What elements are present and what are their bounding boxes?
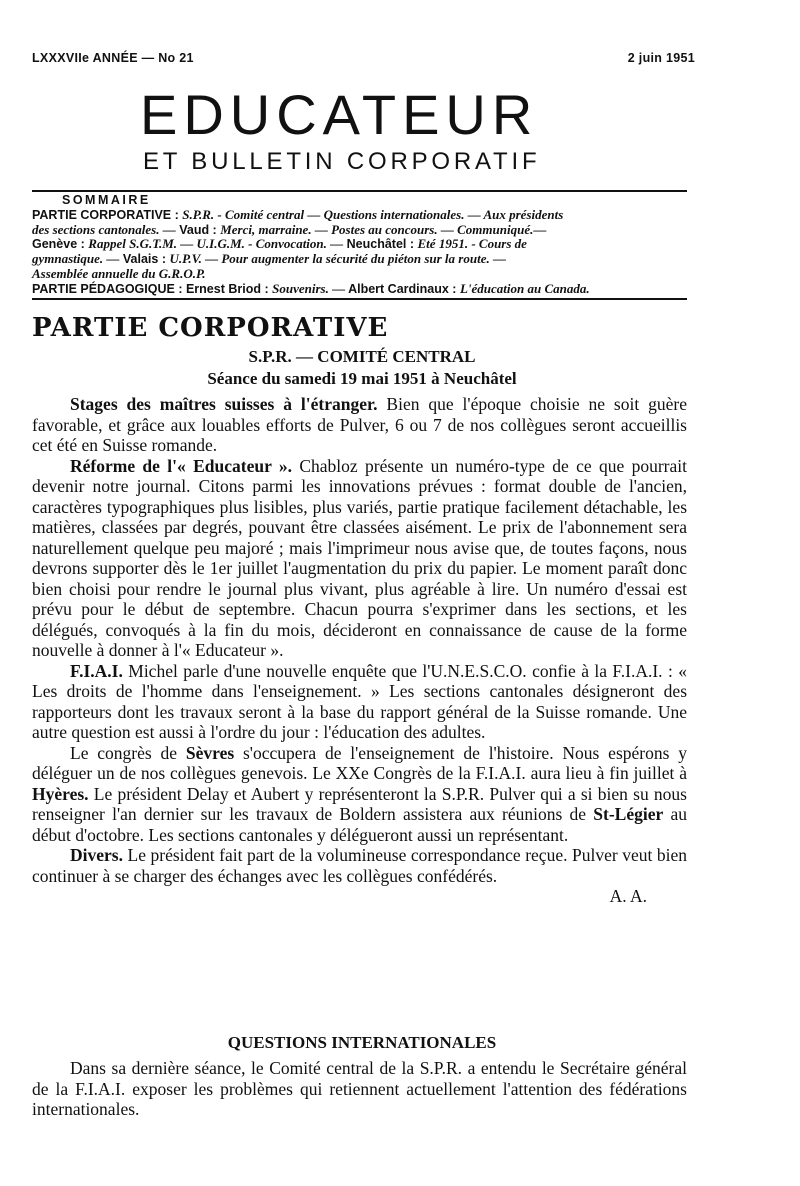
toc-text: Rappel S.G.T.M. — U.I.G.M. - Convocation. — <box>88 236 344 252</box>
paragraph: Dans sa dernière séance, le Comité central de la S.P.R. a entendu le Secrétaire général de la F.I.A.I. exposer les problèmes qui retiennent actuellement l'attention des fédérations internationales. <box>32 1058 687 1119</box>
toc-text: des sections cantonales. — <box>32 221 176 237</box>
paragraph-lead: F.I.A.I. <box>70 660 123 681</box>
toc-author: Albert Cardinaux : <box>348 281 457 296</box>
article-subheading: Séance du samedi 19 mai 1951 à Neuchâtel <box>207 369 517 388</box>
issue-date: 2 juin 1951 <box>627 51 695 65</box>
toc-label: Genève : <box>32 237 85 252</box>
toc-line <box>32 223 692 238</box>
paragraph-lead: Stages des maîtres suisses à l'étranger. <box>70 394 378 414</box>
journal-subtitle: ET BULLETIN CORPORATIF <box>143 148 541 175</box>
toc-line <box>32 208 692 223</box>
paragraph-text: au début d'octobre. Les sections cantonales y délégueront aussi un représentant. <box>32 804 687 845</box>
toc-text: gymnastique. — <box>32 251 120 267</box>
toc-label: Vaud : <box>179 222 217 237</box>
toc-label: PARTIE CORPORATIVE : <box>32 207 179 222</box>
table-of-contents <box>32 193 692 297</box>
paragraph <box>32 394 687 456</box>
toc-label: Valais : <box>122 252 166 267</box>
toc-text: Souvenirs. — <box>272 280 346 296</box>
toc-line <box>32 282 692 297</box>
paragraph <box>32 661 687 743</box>
divider-top <box>32 190 687 192</box>
paragraph-text: Le congrès de <box>70 742 186 763</box>
toc-label: Neuchâtel : <box>346 237 415 252</box>
toc-text: S.P.R. - Comité central — Questions internationales. — Aux présidents <box>182 206 564 222</box>
paragraph-text: Michel parle d'une nouvelle enquête que l'U.N.E.S.C.O. confie à la F.I.A.I. : « Les droits de l'homme dans l'enseignement. » Les sections cantonales désigneront des rapporteurs dont les travaux seront à la base du rapport général de la Suisse romande. Une autre question est aussi à l'ordre du jour : l'éducation des adultes. <box>32 660 687 742</box>
place-name: St-Légier <box>593 804 664 824</box>
article-body <box>32 394 687 907</box>
section-title: PARTIE CORPORATIVE <box>32 313 389 343</box>
article-heading: QUESTIONS INTERNATIONALES <box>227 1033 497 1052</box>
paragraph-text: s'occupera de l'enseignement de l'histoire. Nous espérons y déléguer un de nos collègues genevois. Le XXe Congrès de la F.I.A.I. aura lieu à fin juillet à <box>32 742 687 783</box>
signature: A. A. <box>609 886 647 906</box>
paragraph-text: Chabloz présente un numéro-type de ce que pourrait devenir notre journal. Citons parmi les innovations prévues : format double de l'ancien, caractères typographiques plus lisibles, plus variés, partie pratique facilement détachable, les matières, classées par degrés, pouvant être classées aisément. Le prix de l'abonnement sera naturellement quelque peu majoré ; mais l'imprimeur nous avise que, de toutes façons, nous devrons supporter dès le 1er juillet l'augmentation du prix du papier. Le moment paraît donc bien choisi pour rendre le journal plus vivant, plus agréable à lire. Un numéro d'essai est prévu pour le début de septembre. Chacun pourra s'exprimer dans les sections, et les délégués, convoqués à la fin du mois, décideront en connaissance de cause de la forme nouvelle à donner à l'« Educateur ». <box>32 455 687 660</box>
volume-number: LXXXVIIe ANNÉE — No 21 <box>32 51 194 65</box>
paragraph-lead: Réforme de l'« Educateur ». <box>70 455 292 476</box>
paragraph-text: Le président Delay et Aubert y représenteront la S.P.R. Pulver qui a si bien su nous renseigner l'an dernier sur les travaux de Boldern assistera aux réunions de <box>32 783 687 824</box>
toc-text: Eté 1951. - Cours de <box>417 236 527 252</box>
toc-author: Ernest Briod : <box>185 281 269 296</box>
paragraph-lead: Divers. <box>70 845 123 865</box>
toc-line <box>32 267 692 282</box>
journal-title: EDUCATEUR <box>140 83 539 146</box>
paragraph-text: Bien que l'époque choisie ne soit guère favorable, et grâce aux louables efforts de Pulver, 6 ou 7 de nos collègues seront accueillis cet été en Suisse romande. <box>32 394 687 455</box>
place-name: Sèvres <box>185 742 235 763</box>
toc-line <box>32 252 692 267</box>
toc-text: Assemblée annuelle du G.R.O.P. <box>32 265 206 281</box>
toc-line <box>32 237 692 252</box>
article-body <box>32 1058 687 1120</box>
paragraph <box>32 456 687 661</box>
toc-heading: SOMMAIRE <box>62 193 151 207</box>
toc-label: PARTIE PÉDAGOGIQUE : <box>32 281 183 296</box>
paragraph <box>32 743 687 846</box>
paragraph <box>32 845 687 886</box>
place-name: Hyères. <box>32 783 89 804</box>
toc-text: U.P.V. — Pour augmenter la sécurité du piéton sur la route. — <box>169 251 506 267</box>
article-heading: S.P.R. — COMITÉ CENTRAL <box>248 347 476 366</box>
toc-text: Merci, marraine. — Postes au concours. — Communiqué.— <box>220 221 547 237</box>
paragraph-text: Le président fait part de la volumineuse correspondance reçue. Pulver veut bien continuer à se charger des échanges avec les collègues confédérés. <box>32 845 687 886</box>
toc-text: L'éducation au Canada. <box>459 280 590 296</box>
divider-bottom <box>32 298 687 300</box>
